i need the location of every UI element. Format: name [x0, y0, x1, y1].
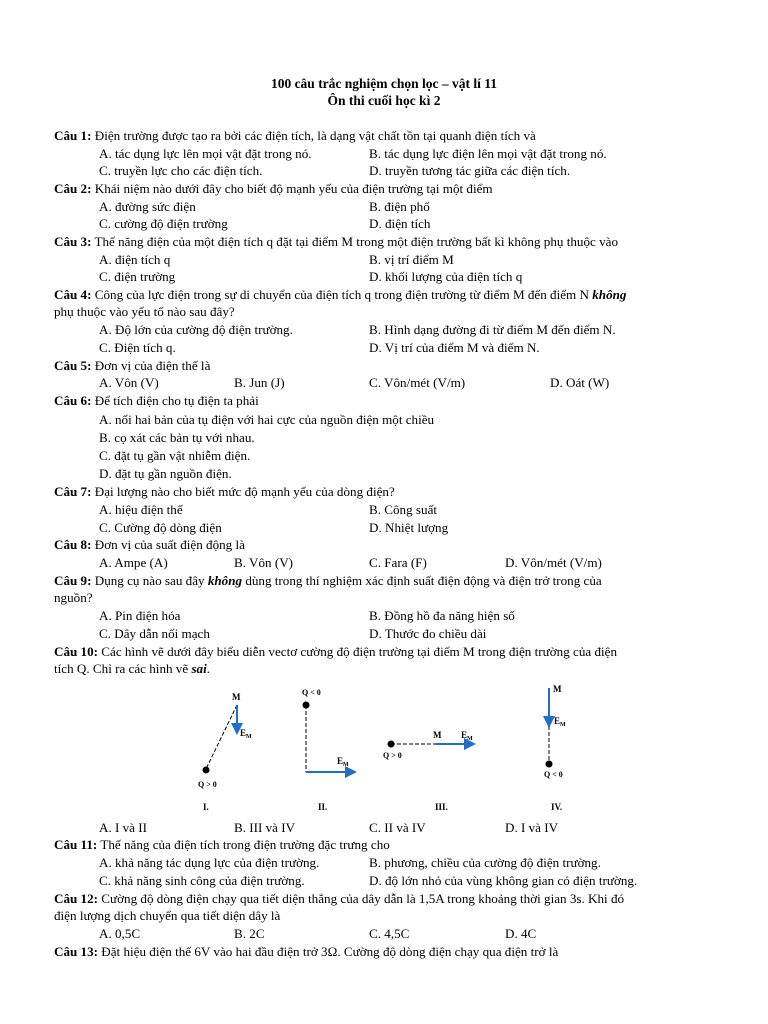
question-text: Để tích điện cho tụ điện ta phải	[91, 393, 259, 408]
figure-3	[383, 730, 474, 812]
question-9	[54, 572, 602, 589]
option-c: C. Điện tích q.	[99, 340, 176, 355]
option-c: C. Vôn/mét (V/m)	[369, 375, 466, 390]
option-a: A. tác dụng lực lên mọi vật đặt trong nó.	[99, 146, 312, 161]
option-b: B. 2C	[234, 926, 265, 941]
document-subtitle: Ôn thi cuối học kì 2	[327, 93, 441, 108]
option-c: C. Dây dẫn nối mạch	[99, 626, 210, 641]
question-text: Công của lực điện trong sự di chuyển của điện tích q trong điện trường từ điểm M đến điểm N	[91, 287, 593, 302]
point-m-label: M	[433, 730, 442, 740]
option-c: C. cường độ điện trường	[99, 216, 228, 231]
option-d: D. truyền tương tác giữa các điện tích.	[369, 163, 571, 178]
question-text: Thế năng điện của một điện tích q đặt tại điểm M trong một điện trường bất kì không phụ thuộc vào	[91, 234, 618, 249]
option-a: A. Độ lớn của cường độ điện trường.	[99, 322, 293, 337]
option-d: D. Vị trí của điểm M và điểm N.	[369, 340, 540, 355]
option-c: C. 4,5C	[369, 926, 410, 941]
vector-e-label: $E_M$	[461, 730, 473, 742]
option-a: A. 0,5C	[99, 926, 141, 941]
question-13	[54, 943, 558, 960]
question-text: Điện trường được tạo ra bởi các điện tích, là dạng vật chất tồn tại quanh điện tích và	[91, 128, 536, 143]
option-d: D. 4C	[505, 926, 537, 941]
dashed-line	[206, 705, 237, 769]
option-a: A. Vôn (V)	[99, 375, 159, 390]
question-text-continued: nguồn?	[54, 590, 93, 605]
option-d: D. khối lượng của điện tích q	[369, 269, 523, 284]
figure-4	[544, 684, 566, 812]
figure-caption: IV.	[551, 802, 563, 812]
option-c: C. Fara (F)	[369, 555, 427, 570]
vector-e-label: $E_M$	[240, 728, 252, 740]
question-text: Các hình vẽ dưới đây biểu diễn vectơ cường độ điện trường tại điểm M trong điện trường của điện	[98, 644, 618, 659]
question-text-end: .	[206, 661, 211, 676]
option-c: C. II và IV	[369, 820, 426, 835]
option-c: C. đặt tụ gần vật nhiễm điện.	[99, 448, 251, 463]
question-number: Câu 6:	[54, 393, 92, 408]
option-b: B. III và IV	[234, 820, 296, 835]
option-b: B. Đồng hồ đa năng hiện số	[369, 608, 515, 623]
option-a: A. khả năng tác dụng lực của điện trường.	[99, 855, 320, 870]
option-b: B. Jun (J)	[234, 375, 285, 390]
figure-caption: II.	[318, 802, 328, 812]
question-text: Đơn vị của điện thế là	[91, 358, 211, 373]
question-text: Đơn vị của suất điện động là	[91, 537, 245, 552]
option-c: C. khả năng sinh công của điện trường.	[99, 873, 305, 888]
option-c: C. Cường độ dòng điện	[99, 520, 222, 535]
figure-2	[302, 688, 355, 812]
question-text: Đặt hiệu điện thế 6V vào hai đầu điện trở 3Ω. Cường độ dòng điện chạy qua điện trở là	[98, 944, 559, 959]
option-d: D. Vôn/mét (V/m)	[505, 555, 602, 570]
option-a: A. hiệu điện thế	[99, 502, 183, 517]
question-number: Câu 1:	[54, 128, 92, 143]
question-text: Đại lượng nào cho biết mức độ mạnh yếu của dòng điện?	[91, 484, 395, 499]
document-title: 100 câu trắc nghiệm chọn lọc – vật lí 11	[270, 76, 498, 91]
question-12	[54, 890, 624, 907]
option-d: D. đặt tụ gần nguồn điện.	[99, 466, 232, 481]
option-c: C. truyền lực cho các điện tích.	[99, 163, 263, 178]
emphasis-text: sai	[191, 661, 207, 676]
option-d: D. Oát (W)	[550, 375, 610, 390]
charge-q-label: Q > 0	[198, 780, 217, 789]
point-m-label: M	[232, 692, 241, 702]
question-text: Dụng cụ nào sau đây	[91, 573, 208, 588]
emphasis-text: không	[207, 573, 243, 588]
question-number: Câu 11:	[54, 837, 98, 852]
option-c: C. điện trường	[99, 269, 176, 284]
question-number: Câu 2:	[54, 181, 92, 196]
question-11	[54, 836, 390, 853]
option-b: B. Công suất	[369, 502, 438, 517]
question-text: Cường độ dòng điện chạy qua tiết diện thẳng của dây dẫn là 1,5A trong khoảng thời gian 3s. Khi đó	[98, 891, 625, 906]
option-d: D. Nhiệt lượng	[369, 520, 449, 535]
question-4	[54, 286, 626, 303]
charge-q-label: Q < 0	[544, 770, 563, 779]
charge-q-label: Q > 0	[383, 751, 402, 760]
point-m-label: M	[553, 684, 562, 694]
question-text: Thế năng của điện tích trong điện trường đặc trưng cho	[97, 837, 390, 852]
question-text-continued: phụ thuộc vào yếu tố nào sau đây?	[54, 304, 235, 319]
question-number: Câu 5:	[54, 358, 92, 373]
option-a: A. Ampe (A)	[99, 555, 168, 570]
question-text: Khái niệm nào dưới đây cho biết độ mạnh yếu của điện trường tại một điểm	[91, 181, 493, 196]
charge-q	[203, 767, 210, 774]
question-number: Câu 3:	[54, 234, 92, 249]
question-number: Câu 7:	[54, 484, 92, 499]
charge-q	[546, 761, 553, 768]
option-b: B. cọ xát các bản tụ với nhau.	[99, 430, 255, 445]
question-5	[54, 357, 210, 374]
option-a: A. đường sức điện	[99, 199, 196, 214]
option-a: A. nối hai bản của tụ điện với hai cực của nguồn điện một chiều	[99, 412, 435, 427]
option-a: A. Pin điện hóa	[99, 608, 181, 623]
figure-caption: I.	[203, 802, 209, 812]
option-a: A. I và II	[99, 820, 147, 835]
question-number: Câu 8:	[54, 537, 92, 552]
option-d: D. I và IV	[505, 820, 559, 835]
question-2	[54, 180, 493, 197]
question-text-part: tích Q. Chỉ ra các hình vẽ	[54, 661, 192, 676]
charge-q-label: Q < 0	[302, 688, 321, 697]
option-b: B. vị trí điểm M	[369, 252, 454, 267]
question-3	[54, 233, 618, 250]
question-number: Câu 10:	[54, 644, 99, 659]
option-b: B. điện phổ	[369, 199, 430, 214]
vector-e-label: $E_M$	[337, 756, 349, 768]
option-b: B. Hình dạng đường đi từ điểm M đến điểm N.	[369, 322, 616, 337]
question-number: Câu 9:	[54, 573, 92, 588]
option-b: B. Vôn (V)	[234, 555, 294, 570]
question-number: Câu 13:	[54, 944, 99, 959]
option-d: D. điện tích	[369, 216, 431, 231]
question-number: Câu 12:	[54, 891, 99, 906]
option-b: B. tác dụng lực điện lên mọi vật đặt trong nó.	[369, 146, 607, 161]
figure-1	[198, 692, 252, 812]
option-b: B. phương, chiều của cường độ điện trường.	[369, 855, 601, 870]
vector-e-label: $E_M$	[554, 716, 566, 728]
option-a: A. điện tích q	[99, 252, 171, 267]
option-d: D. Thước đo chiều dài	[369, 626, 487, 641]
figure-caption: III.	[435, 802, 448, 812]
electric-field-figure	[0, 676, 768, 818]
question-10	[54, 643, 617, 660]
option-d: D. độ lớn nhỏ của vùng không gian có điện trường.	[369, 873, 638, 888]
question-text-rest: dùng trong thí nghiệm xác định suất điện động và điện trở trong của	[242, 573, 602, 588]
question-text-continued	[54, 660, 210, 677]
question-text-continued: điện lượng dịch chuyển qua tiết diện dây là	[54, 908, 281, 923]
question-6	[54, 392, 259, 409]
question-8	[54, 536, 245, 553]
question-1	[54, 127, 536, 144]
question-7	[54, 483, 395, 500]
question-number: Câu 4:	[54, 287, 92, 302]
emphasis-text: không	[592, 287, 627, 302]
